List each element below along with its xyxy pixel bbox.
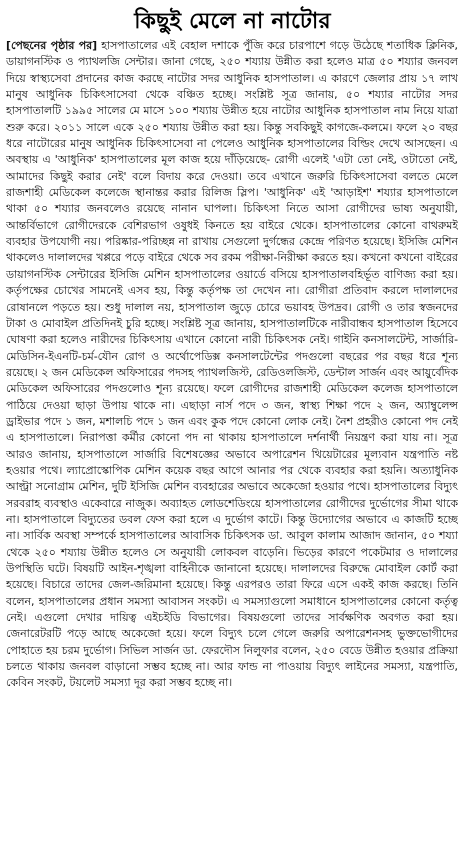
continuation-label: [পেছনের পৃষ্ঠার পর]	[6, 39, 98, 52]
article-paragraph	[6, 38, 458, 692]
article-body	[6, 38, 458, 850]
article-text: হাসপাতালের এই বেহাল দশাকে পুঁজি করে চারপাশে গড়ে উঠেছে শতাধিক ক্লিনিক, ডায়াগনস্টিক ও প্যাথলজি সেন্টার। জানা গেছে, ২৫০ শয্যায় উন্নীত করা হলেও মাত্র ৫০ শয্যার জনবল দিয়ে স্বাস্থ্যসেবা প্রদানের কাজ করছে নাটোর সদর আধুনিক হাসপাতাল। এ কারণে জেলার প্রায় ১৭ লাখ মানুষ আধুনিক চিকিৎসাসেবা থেকে বঞ্চিত হচ্ছে। সংশ্লিষ্ট সূত্র জানায়, ৫০ শয্যার নাটোর সদর হাসপাতালটি ১৯৯৫ সালের মে মাসে ১০০ শয্যায় উন্নীত হয়ে নাটোর আধুনিক হাসপাতাল নাম নিয়ে যাত্রা শুরু করে। ২০১১ সালে একে ২৫০ শয্যায় উন্নীত করা হয়। কিন্তু সবকিছুই কাগজে-কলমে। ফলে ২০ বছর ধরে নাটোরের মানুষ আধুনিক চিকিৎসাসেবা না পেলেও আধুনিক হাসপাতালের বিল্ডিং দেখে আসছেন। এ অবস্থায় এ 'আধুনিক' হাসপাতালের মূল কাজ হয়ে দাঁড়িয়েছে- রোগী এলেই 'এটা তো নেই, ওটাতো নেই, আমাদের কিছুই করার নেই' বলে বিদায় করে দেওয়া। তবে এখানে জরুরি চিকিৎসাসেবা বলতে মেলে রাজশাহী মেডিকেল কলেজে স্থানান্তর করার রিলিজ স্লিপ। 'আধুনিক' এই 'আড়াইশ' শয্যার হাসপাতালে থাকা ৫০ শয্যার জনবলেও রয়েছে নানান ঘাপলা। চিকিৎসা নিতে আসা রোগীদের ভাষ্য অনুযায়ী, আন্তর্বিভাগে রোগীদেরকে বেশিরভাগ ওষুধই কিনতে হয় বাইরে থেকে। হাসপাতালের কোনো বাথরুমই ব্যবহার উপযোগী নয়। পরিষ্কার-পরিচ্ছন্ন না রাখায় সেগুলো দুর্গন্ধের কেন্দ্রে পরিণত হয়েছে। ইসিজি মেশিন থাকলেও দালালদের খপ্পরে পড়ে বাইরে থেকে সব রকম পরীক্ষা-নিরীক্ষা করতে হয়। কখনো কখনো বাইরের ডায়াগনস্টিক সেন্টারের ইসিজি মেশিন হাসপাতালের ওয়ার্ডে বসিয়ে হাসপাতালবহির্ভূত বাণিজ্য করা হয়। কর্তৃপক্ষের চোখের সামনেই এসব হয়, কিন্তু কর্তৃপক্ষ তা দেখেন না। রোগীরা প্রতিবাদ করলে দালালদের রোষানলে পড়তে হয়। শুধু দালাল নয়, হাসপাতাল জুড়ে চোরে ভয়াবহ উপদ্রব। রোগী ও তার স্বজনদের টাকা ও মোবাইল প্রতিদিনই চুরি হচ্ছে। সংশ্লিষ্ট সূত্র জানায়, হাসপাতালটিকে নারীবান্ধব হাসপাতাল হিসেবে ঘোষণা করা হলেও নারীদের চিকিৎসায় এখানে কোনো নারী চিকিৎসক নেই। গাইনি কনসালটেন্ট, সার্জারি-মেডিসিন-ইএনটি-চর্ম-যৌন রোগ ও অর্থোপেডিক্স কনসালটেন্টের পদগুলো বছরের পর বছর ধরে শূন্য রয়েছে। ২ জন মেডিকেল অফিসারের পদসহ প্যাথলজিস্ট, রেডিওলজিস্ট, ডেন্টাল সার্জন এবং আয়ুর্বেদিক মেডিকেল অফিসারের পদগুলোও শূন্য রয়েছে। ফলে রোগীদের রাজশাহী মেডিকেল কলেজ হাসপাতালে পাঠিয়ে দেওয়া ছাড়া উপায় থাকে না। এছাড়া নার্স পদে ৩ জন, স্বাস্থ্য শিক্ষা পদে ২ জন, অ্যাম্বুলেন্স ড্রাইভার পদে ১ জন, মশালচি পদে ১ জন এবং কুক পদে কোনো লোক নেই। নৈশ প্রহরীও কোনো পদ নেই এ হাসপাতালে। নিরাপত্তা কর্মীর কোনো পদ না থাকায় হাসপাতালে দর্শনার্থী নিয়ন্ত্রণ করা যায় না। সূত্র আরও জানায়, হাসপাতালে সার্জারি বিশেষজ্ঞের অভাবে অপারেশন থিয়েটারের মূল্যবান যন্ত্রপাতি নষ্ট হওয়ার পথে। ল্যাপ্রোস্কোপিক মেশিন কয়েক বছর আগে আনার পর থেকে ব্যবহার করা হয়নি। অত্যাধুনিক আল্ট্রা সনোগ্রাম মেশিন, দুটি ইসিজি মেশিন ব্যবহারের অভাবে অকেজো হওয়ার পথে। হাসপাতালের বিদ্যুৎ সরবরাহ ব্যবস্থাও একেবারে নাজুক। অব্যাহত লোডশেডিংয়ে হাসপাতালের রোগীদের দুর্ভোগের সীমা থাকে না। হাসপাতালে বিদ্যুতের ডবল ফেস করা হলে এ দুর্ভোগ কাটে। কিন্তু উদ্যোগের অভাবে এ কাজটি হচ্ছে না। সার্বিক অবস্থা সম্পর্কে হাসপাতালের আবাসিক চিকিৎসক ডা. আবুল কালাম আজাদ জানান, ৫০ শয্যা থেকে ২৫০ শয্যায় উন্নীত হলেও সে অনুযায়ী লোকবল বাড়েনি। ভিড়ের কারণে পকেটমার ও দালালের উপস্থিতি ঘটে। বিষয়টি আইন-শৃঙ্খলা বাহিনীকে জানানো হয়েছে। দালালদের বিরুদ্ধে মোবাইল কোর্ট করা হয়েছে। বিচারে তাদের জেল-জরিমানা হয়েছে। কিন্তু এরপরও তারা ফিরে এসে একই কাজ করছে। তিনি বলেন, হাসপাতালের প্রধান সমস্যা আবাসন সংকট। এ সমস্যাগুলো সমাধানে হাসপাতালের কোনো কর্তৃত্ব নেই। এগুলো দেখার দায়িত্ব এইচইডি বিভাগের। বিষয়গুলো তাদের সার্বক্ষণিক অবগত করা হয়। জেনারেটরটি পড়ে আছে অকেজো হয়ে। ফলে বিদ্যুৎ চলে গেলে জরুরি অপারেশনসহ ভুক্তভোগীদের পোহাতে হয় চরম দুর্ভোগ। সিভিল সার্জন ডা. ফেরদৌস নিলুফার বলেন, ২৫০ বেডে উন্নীত হওয়ার প্রক্রিয়া চলতে থাকায় জনবল বাড়ানো সম্ভব হচ্ছে না। আর ফান্ড না পাওয়ায় বিদ্যুৎ লাইনের সমস্যা, যন্ত্রপাতি, কেবিন সংকট, টয়লেট সমস্যা দূর করা সম্ভব হচ্ছে না।	[6, 39, 458, 690]
headline: কিছুই মেলে না নাটোর	[134, 9, 331, 34]
